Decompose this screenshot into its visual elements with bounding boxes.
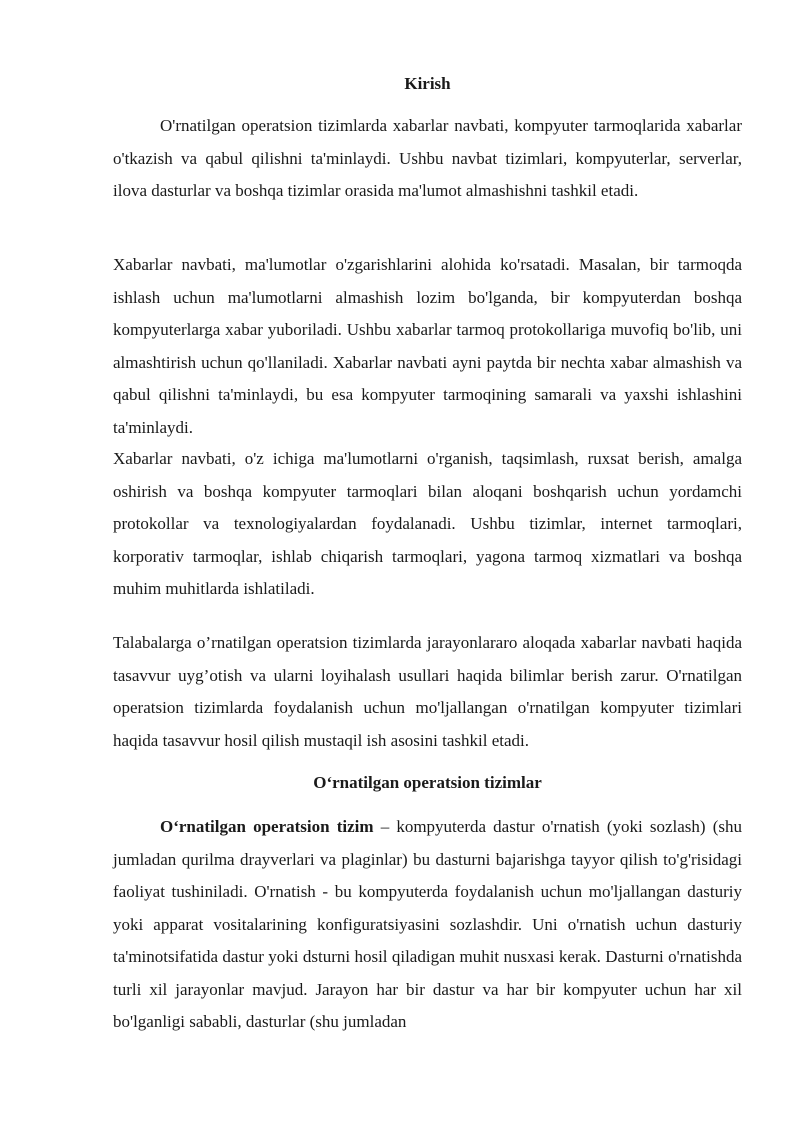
paragraph-5-text: – kompyuterda dastur o'rnatish (yoki sozlash) (shu jumladan qurilma drayverlari va plaginlar) bu dasturni bajarishga tayyor qilish to'g'risidagi faoliyat tushiniladi. O'rnatish - bu kompyuterda foydalanish uchun mo'ljallangan dasturiy yoki apparat vositalarining konfiguratsiyasini sozlashdir. Uni o'rnatish uchun dasturiy ta'minotsifatida dastur yoki dsturni hosil qiladigan muhit nusxasi kerak. Dasturni o'rnatishda turli xil jarayonlar mavjud. Jarayon har bir dastur va har bir kompyuter uchun har xil bo'lganligi sababli, dasturlar (shu jumladan [113, 817, 742, 1031]
paragraph-4: Talabalarga o’rnatilgan operatsion tizimlarda jarayonlararo aloqada xabarlar navbati haqida tasavvur uyg’otish va ularni loyihalash usullari haqida bilimlar berish zarur. O'rnatilgan operatsion tizimlarda foydalanish uchun mo'ljallangan o'rnatilgan kompyuter tizimlari haqida tasavvur hosil qilish mustaqil ish asosini tashkil etadi. [113, 633, 742, 750]
heading-intro: Kirish [404, 74, 451, 93]
paragraph-2: Xabarlar navbati, ma'lumotlar o'zgarishlarini alohida ko'rsatadi. Masalan, bir tarmoqda ishlash uchun ma'lumotlarni almashish lozim bo'lganda, bir kompyuterdan boshqa kompyuterlarga xabar yuboriladi. Ushbu xabarlar tarmoq protokollariga muvofiq bo'lib, uni almashtirish uchun qo'llaniladi. Xabarlar navbati ayni paytda bir nechta xabar almashish va qabul qilishni ta'minlaydi, bu esa kompyuter tarmoqining samarali va yaxshi ishlashini ta'minlaydi. [113, 255, 742, 437]
paragraph-5 [113, 811, 742, 1039]
paragraph-3: Xabarlar navbati, o'z ichiga ma'lumotlarni o'rganish, taqsimlash, ruxsat berish, amalga oshirish va boshqa kompyuter tarmoqlari bilan aloqani boshqarish uchun yordamchi protokollar va texnologiyalardan foydalanadi. Ushbu tizimlar, internet tarmoqlari, korporativ tarmoqlar, ishlab chiqarish tarmoqlari, yagona tarmoq xizmatlari va boshqa muhim muhitlarda ishlatiladi. [113, 449, 742, 598]
defined-term: O‘rnatilgan operatsion tizim [160, 817, 374, 836]
paragraph-1: O'rnatilgan operatsion tizimlarda xabarlar navbati, kompyuter tarmoqlarida xabarlar o'tkazish va qabul qilishni ta'minlaydi. Ushbu navbat tizimlari, kompyuterlar, serverlar, ilova dasturlar va boshqa tizimlar orasida ma'lumot almashishni tashkil etadi. [113, 116, 742, 200]
heading-section: O‘rnatilgan operatsion tizimlar [313, 773, 542, 792]
